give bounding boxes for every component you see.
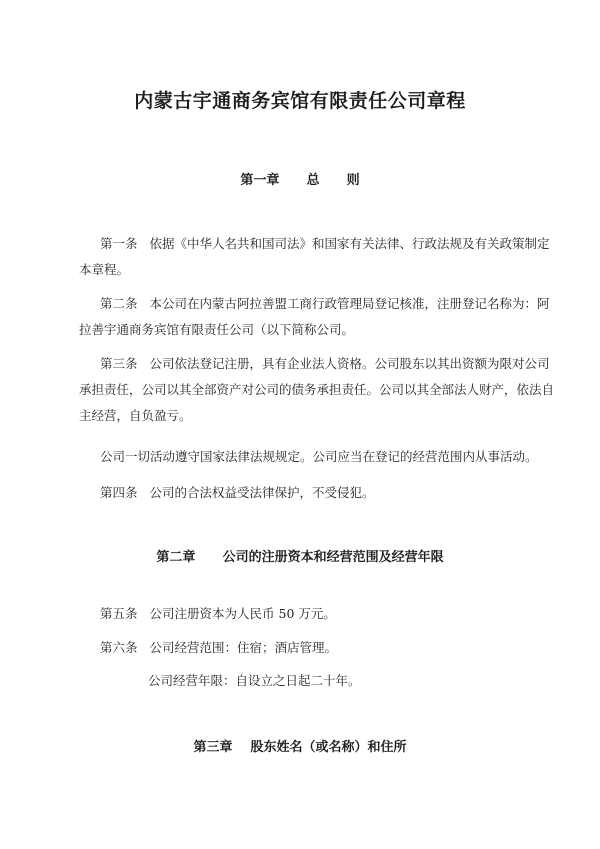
chapter-3-heading: 第三章 股东姓名（或名称）和住所 bbox=[193, 740, 407, 755]
article-2-line-1 bbox=[100, 296, 550, 312]
article-2-line-2: 拉善宇通商务宾馆有限责任公司（以下简称公司。 bbox=[79, 322, 355, 337]
article-6-term: 公司经营年限：自设立之日起二十年。 bbox=[148, 673, 361, 688]
law-compliance-paragraph: 公司一切活动遵守国家法律法规规定。公司应当在登记的经营范围内从事活动。 bbox=[100, 449, 538, 464]
article-2-number: 第二条 bbox=[100, 296, 138, 311]
chapter-2-heading: 第二章 公司的注册资本和经营范围及经营年限 bbox=[156, 550, 444, 565]
article-5-number: 第五条 bbox=[100, 606, 138, 621]
article-5-text: 公司注册资本为人民币 50 万元。 bbox=[149, 606, 336, 621]
chapter-1-heading: 第一章 总 则 bbox=[240, 173, 360, 188]
article-1-number: 第一条 bbox=[100, 236, 138, 251]
article-2-text: 本公司在内蒙古阿拉善盟工商行政管理局登记核准，注册登记名称为：阿 bbox=[149, 296, 550, 311]
article-1-text: 依据《中华人名共和国司法》和国家有关法律、行政法规及有关政策制定 bbox=[149, 236, 550, 251]
article-3-line-1 bbox=[100, 356, 550, 372]
article-6-text: 公司经营范围：住宿；酒店管理。 bbox=[149, 640, 338, 655]
article-3-line-3: 主经营，自负盈亏。 bbox=[79, 408, 192, 423]
article-4-line bbox=[100, 485, 375, 501]
article-1-line-1 bbox=[100, 236, 550, 252]
article-4-text: 公司的合法权益受法律保护，不受侵犯。 bbox=[149, 485, 375, 500]
document-title: 内蒙古宇通商务宾馆有限责任公司章程 bbox=[134, 90, 466, 112]
article-6-number: 第六条 bbox=[100, 640, 138, 655]
article-3-number: 第三条 bbox=[100, 356, 138, 371]
article-5-line bbox=[100, 606, 336, 622]
article-6-line bbox=[100, 640, 337, 656]
article-4-number: 第四条 bbox=[100, 485, 138, 500]
article-3-text: 公司依法登记注册，具有企业法人资格。公司股东以其出资额为限对公司 bbox=[149, 356, 550, 371]
article-1-line-2: 本章程。 bbox=[79, 262, 130, 277]
article-3-line-2: 承担责任，公司以其全部资产对公司的债务承担责任。公司以其全部法人财产，依法自 bbox=[79, 382, 555, 397]
